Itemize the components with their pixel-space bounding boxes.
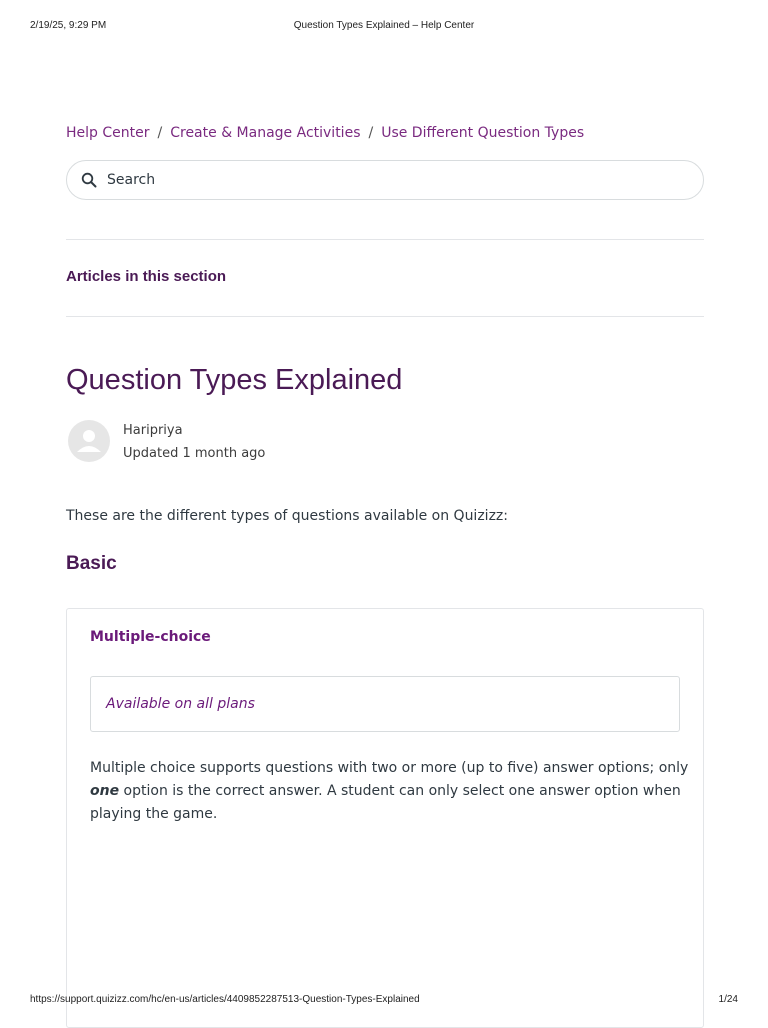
author-name: Haripriya [123,423,183,438]
divider [66,239,704,240]
breadcrumb-separator: / [157,125,163,141]
print-page-title: Question Types Explained – Help Center [293,20,475,31]
breadcrumb-use-different-question-types[interactable]: Use Different Question Types [381,125,585,141]
search-input[interactable] [105,171,669,189]
search-icon [81,172,97,188]
question-type-card [66,608,704,1028]
search-box[interactable] [66,160,704,200]
card-description-text: Multiple choice supports questions with two or more (up to five) answer options; only [90,760,689,776]
print-url: https://support.quizizz.com/hc/en-us/articles/4409852287513-Question-Types-Explained [30,994,420,1005]
card-title: Multiple-choice [90,629,211,645]
card-description-text: option is the correct answer. A student can only select one answer option when playing the game. [90,783,681,822]
plan-availability-box [90,676,680,732]
print-header [30,20,738,34]
user-icon [68,420,110,462]
breadcrumb [66,125,704,141]
card-description-emphasis: one [90,783,120,799]
article-intro: These are the different types of questions available on Quizizz: [66,508,508,524]
breadcrumb-create-manage-activities[interactable]: Create & Manage Activities [170,125,361,141]
divider [66,316,704,317]
breadcrumb-separator: / [368,125,374,141]
article-title: Question Types Explained [66,364,403,396]
articles-in-section-toggle[interactable]: Articles in this section [66,268,227,285]
avatar [68,420,110,462]
section-heading-basic: Basic [66,553,117,574]
card-description [90,757,690,826]
print-datetime: 2/19/25, 9:29 PM [30,20,107,31]
plan-availability-text: Available on all plans [106,696,255,712]
breadcrumb-help-center[interactable]: Help Center [66,125,150,141]
article-updated: Updated 1 month ago [123,446,266,461]
article-author [66,420,704,466]
print-page-number: 1/24 [718,994,738,1005]
print-footer [30,994,738,1008]
